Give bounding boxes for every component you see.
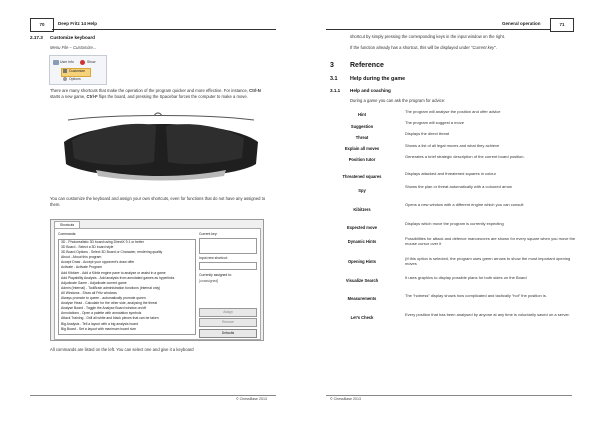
right-footer: © ChessBase 2013: [330, 397, 362, 401]
shortcut-key-text: Ctrl-F: [86, 93, 98, 99]
command-list-item[interactable]: All Windows - Show all Fritz windows: [61, 290, 117, 295]
command-list-item[interactable]: Admin (Internal) - ToolBrain administration functions (internal only): [61, 285, 161, 290]
command-list-item[interactable]: 3D - Photorealistic 3D board using DirectX 9.1 or better: [61, 240, 144, 244]
assigned-label: Currently assigned to:: [199, 273, 232, 277]
current-key-label: Current key:: [199, 232, 218, 236]
paragraph-shortcut-input: shortcut by simply pressing the corresponding keys in the input window on the right.: [350, 34, 506, 39]
command-list-item[interactable]: Always promote to queen - automatically promote queen: [61, 296, 146, 301]
function-key-row: [68, 116, 254, 121]
left-footer: © ChessBase 2013: [236, 397, 268, 401]
left-header-rule: [52, 29, 276, 30]
command-list-item[interactable]: Accept Draw - Accept your opponent's draw offer: [61, 260, 135, 265]
section-title: Customize keyboard: [50, 35, 95, 40]
options-icon: [63, 77, 67, 81]
paragraph-shortcuts-intro: There are many shortcuts that make the operation of the program quicker and more effective. For instance, Ctrl-N starts a new game, Ctrl-F flips the board, and pressing the Spacebar forces the computer to make a move.: [50, 88, 261, 99]
desc-measurements: The “hotness” display shows how complicated and tactically “hot” the position is.: [405, 293, 547, 298]
desc-suggestion: The program will suggest a move: [405, 120, 464, 125]
term-hint: Hint: [358, 112, 366, 117]
left-footer-rule: [30, 395, 276, 396]
command-list-item[interactable]: 3D Board - Select a 3D board style: [61, 245, 114, 250]
desc-kibitzers: Opens a new window with a different engine which you can consult: [405, 202, 524, 207]
current-key-term: Current key: [472, 45, 495, 50]
desc-threat: Displays the direct threat: [405, 131, 450, 136]
assign-button[interactable]: Assign: [199, 308, 257, 317]
term-expected-move: Expected move: [346, 225, 378, 230]
remove-button[interactable]: Remove: [199, 318, 257, 327]
commands-label: Commands:: [58, 232, 77, 236]
defaults-button[interactable]: Defaults: [199, 329, 257, 338]
right-footer-rule: [326, 395, 572, 396]
command-list-item[interactable]: 3D Board Options - Select 3D Board or Character, rendering quality: [61, 250, 163, 255]
command-list-item[interactable]: Activate - Activate Program: [61, 265, 102, 270]
desc-dynamic-hints: Possibilities for attack and defence manoeuvres are shown for every square when you move the mouse cursor over it: [405, 236, 576, 247]
term-lets-check: Let’s Check: [350, 315, 374, 320]
desc-visualize-search: It uses graphics to display possible plans for both sides on the Board: [405, 275, 527, 280]
desc-opening-hints: (If this option is selected, the program uses green arrows to show the most important opening moves: [405, 256, 571, 267]
user-info-icon: [53, 60, 59, 65]
term-threatened-squares: Threatened squares: [342, 174, 382, 179]
current-key-prefix: If the function already has a shortcut, this will be displayed under ": [350, 45, 473, 50]
menu-item-options: Options: [69, 76, 81, 81]
right-running-title: General operation: [502, 21, 541, 26]
left-running-title: Deep Fritz 14 Help: [58, 21, 98, 26]
term-threat: Threat: [355, 135, 369, 140]
menu-snippet: [49, 55, 107, 85]
command-list-item[interactable]: Adjudicate Game - Adjudicate current game: [61, 280, 127, 285]
command-list-item[interactable]: Analyse Board - Toggle the Analyse Board window on/off: [61, 306, 147, 311]
paragraph-customize-info: You can customize the keyboard and assign your own shortcuts, even for functions that do not have any assigned to them.: [50, 196, 266, 207]
subsec-title: Help and coaching: [350, 88, 391, 93]
desc-position-tutor: Generates a brief strategic description of the current board position.: [405, 154, 525, 159]
help-intro: During a game you can ask the program for advice:: [350, 98, 446, 103]
command-list-item[interactable]: Add Playability Analysis - Add analysis from annotated games as hyperlinks: [61, 275, 175, 280]
menu-path: Menu File – Customize...: [50, 45, 97, 50]
desc-lets-check: Every position that has been analysed by anyone at any time is voluntarily saved on a server.: [405, 312, 570, 317]
term-explain-all-moves: Explain all moves: [344, 146, 380, 151]
paragraph-current-key: [350, 45, 572, 51]
section-number: 2.17.3: [30, 35, 43, 40]
left-page-number: 70: [30, 18, 54, 32]
current-key-suffix: ".: [494, 45, 497, 50]
desc-threatened-squares: Displays attacked and threatened squares in colour: [405, 171, 496, 176]
commands-list[interactable]: [58, 239, 196, 335]
desc-hint: The program will analyse the position and offer advice: [405, 109, 501, 114]
command-list-item[interactable]: Big Analysis - Tell a layout with a big analysis board: [61, 321, 139, 326]
sec-title: Help during the game: [350, 76, 406, 82]
tab-shortcuts[interactable]: Shortcuts: [54, 221, 80, 229]
term-opening-hints: Opening Hints: [348, 259, 376, 264]
assigned-value: [unassigned]: [199, 279, 219, 283]
term-kibitzers: Kibitzers: [353, 207, 371, 212]
command-list-item[interactable]: About - About this program: [61, 255, 102, 260]
left-key-block: [72, 124, 156, 165]
customize-icon: [63, 69, 67, 73]
desc-spy: Shows the plan or threat automatically with a coloured arrow: [405, 184, 512, 189]
term-dynamic-hints: Dynamic Hints: [347, 239, 377, 244]
current-key-box[interactable]: [199, 238, 257, 254]
menu-item-show: Show: [87, 59, 96, 64]
command-list-item[interactable]: Big Board - Set a layout with maximum board size: [61, 326, 137, 331]
term-spy: Spy: [358, 188, 366, 193]
command-list-item[interactable]: Attack Training - Drill all white and black pieces that can be taken: [61, 316, 159, 321]
chapter-title: Reference: [350, 62, 384, 69]
right-header-rule: [326, 29, 550, 30]
shortcut-key-text: Ctrl-N: [249, 88, 261, 93]
chapter-number: 3: [330, 62, 334, 69]
new-shortcut-input[interactable]: [199, 262, 257, 270]
tab-panel: [54, 228, 261, 340]
sec-number: 3.1: [330, 76, 338, 82]
term-measurements: Measurements: [347, 296, 377, 301]
menu-item-customize: Customize: [69, 68, 86, 73]
new-shortcut-label: Input new shortcut:: [199, 256, 228, 260]
paragraph-commands-listed: All commands are listed on the left. You can select one and give it a keyboard: [50, 347, 194, 352]
term-suggestion: Suggestion: [350, 124, 374, 129]
keyboard-image: [56, 112, 266, 184]
subsec-number: 3.1.1: [330, 88, 341, 93]
term-visualize-search: Visualize Search: [345, 278, 379, 283]
command-list-item[interactable]: Analyse Head - Calculate for the other side, analysing the threat: [61, 301, 158, 306]
commands-list-items: [59, 240, 195, 332]
show-icon: [80, 60, 85, 65]
right-page-number: 71: [550, 18, 574, 32]
desc-expected-move: Displays which move the program is currently expecting: [405, 221, 504, 226]
term-position-tutor: Position tutor: [348, 157, 376, 162]
menu-item-user-info: User Info: [60, 59, 74, 64]
shortcuts-dialog: [50, 219, 264, 341]
command-list-item[interactable]: Annotations - Open a palette with annotation symbols: [61, 311, 142, 316]
command-list-item[interactable]: Add Kibitzer - Add a Kibitz engine pane to analyse or assist in a game: [61, 270, 166, 275]
desc-explain-all-moves: Shows a list of all legal moves and what they achieve: [405, 143, 500, 148]
right-key-block: [166, 124, 244, 164]
